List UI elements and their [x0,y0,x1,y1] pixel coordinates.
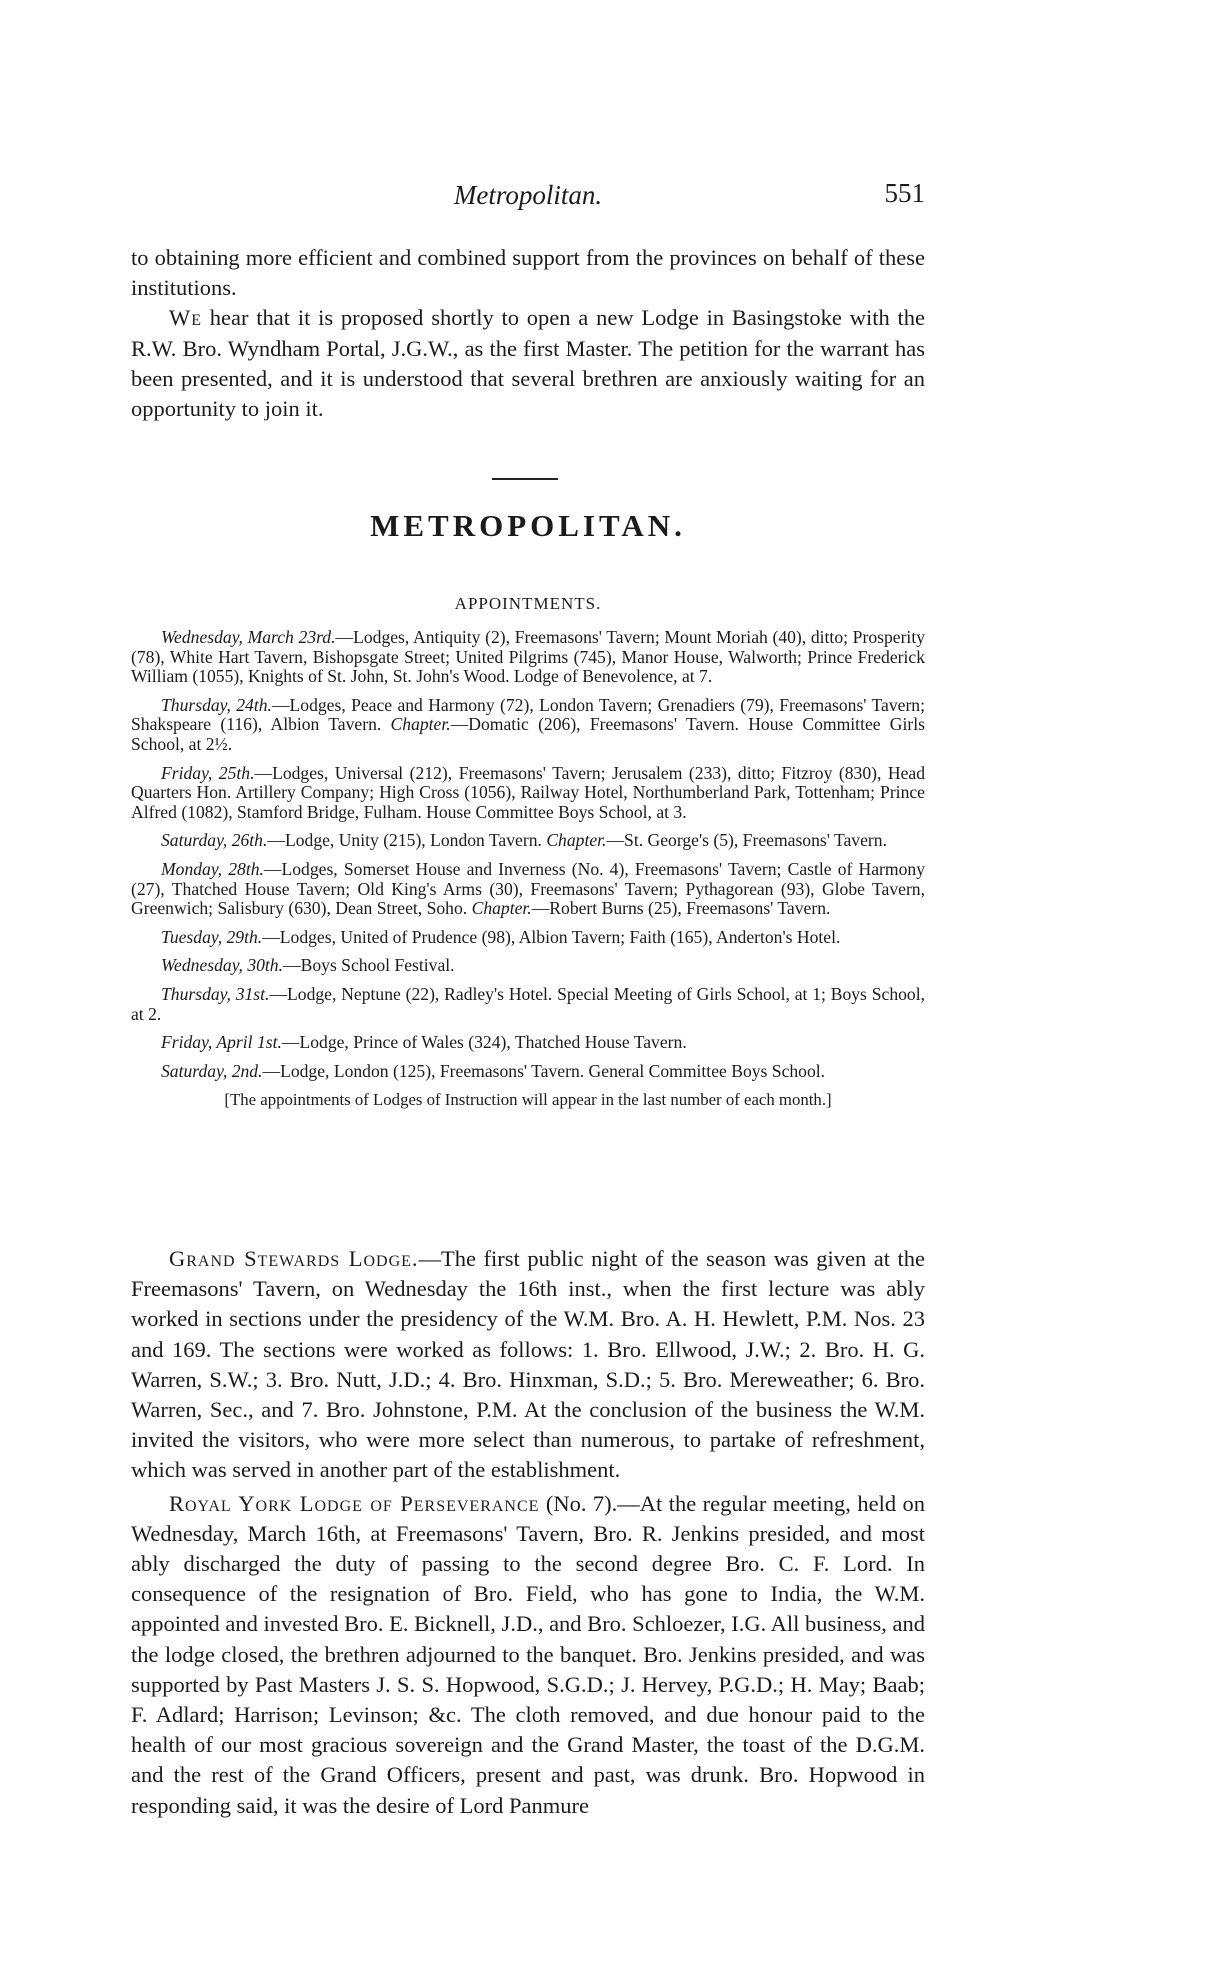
appointment-entry [131,628,925,687]
appointment-entry [131,696,925,755]
appointment-entry [131,764,925,823]
section-divider [492,478,558,480]
appointment-entry [131,860,925,919]
appointment-text: —Lodges, United of Prudence (98), Albion Tavern; Faith (165), Anderton's Hotel. [262,926,841,947]
appointment-date: Saturday, 2nd. [161,1060,263,1081]
appointment-date: Wednesday, March 23rd. [161,627,336,647]
appointment-date: Saturday, 26th. [161,830,268,851]
appointment-entry [131,831,925,851]
chapter-text: —St. George's (5), Freemasons' Tavern. [606,830,887,851]
appointment-entry [131,956,925,976]
appointments-list [131,628,925,1110]
appointment-text: —Lodge, Prince of Wales (324), Thatched House Tavern. [281,1032,687,1053]
chapter-text: —Robert Burns (25), Freemasons' Tavern. [531,898,831,919]
running-head [131,176,925,216]
intro-paragraph-basingstoke [131,303,925,424]
page-number: 551 [884,178,925,208]
instruction-note: [The appointments of Lodges of Instruction will appear in the last number of each month.] [224,1090,832,1110]
appointment-date: Thursday, 24th. [161,694,272,715]
chapter-text: —Domatic (206), Freemasons' Tavern. House Committee Girls School, at 2½. [131,714,925,754]
running-title: Metropolitan. [453,180,603,210]
appointment-text: —Lodges, Universal (212), Freemasons' Tavern; Jerusalem (233), ditto; Fitzroy (830), Head Quarters Hon. Artillery Company; High Cross (1056), Railway Hotel, Northumberland Park, Tottenham; Prince Alfred (1082), Stamford Bridge, Fulham. House Committee Boys School, at 3. [131,762,926,822]
appointment-entry [131,1033,925,1053]
appointment-date: Friday, 25th. [161,762,255,783]
appointment-date: Friday, April 1st. [161,1032,282,1053]
chapter-label: Chapter. [390,714,451,735]
grand-stewards-report [131,1244,925,1486]
reports-column [131,1244,925,1821]
appointment-text: —Lodge, Unity (215), London Tavern. [267,830,542,851]
royal-york-report [131,1489,925,1821]
report-body: —The first public night of the season was given at the Freemasons' Tavern, on Wednesday the 16th inst., when the first lecture was ably worked in sections under the presidency of the W.M. Bro. A. H. Hewlett, P.M. Nos. 23 and 169. The sections were worked as follows: 1. Bro. Ellwood, J.W.; 2. Bro. H. G. Warren, S.W.; 3. Bro. Nutt, J.D.; 4. Bro. Hinxman, S.D.; 5. Bro. Mereweather; 6. Bro. Warren, Sec., and 7. Bro. Johnstone, P.M. At the conclusion of the business the W.M. invited the visitors, who were more select than numerous, to partake of refreshment, which was served in another part of the establishment. [131,1246,925,1483]
appointment-entry [131,928,925,948]
appointment-text: —Lodge, London (125), Freemasons' Tavern. General Committee Boys School. [262,1060,826,1081]
report-body: (No. 7).—At the regular meeting, held on Wednesday, March 16th, at Freemasons' Tavern, Bro. R. Jenkins presided, and most ably discharged the duty of passing to the second degree Bro. C. F. Lord. In consequence of the resignation of Bro. Field, who has gone to India, the W.M. appointed and invested Bro. E. Bicknell, J.D., and Bro. Schloezer, I.G. All business, and the lodge closed, the brethren adjourned to the banquet. Bro. Jenkins presided, and was supported by Past Masters J. S. S. Hopwood, S.G.D.; J. Hervey, P.G.D.; H. May; Baab; F. Adlard; Harrison; Levinson; &c. The cloth removed, and due honour paid to the health of our most gracious sovereign and the Grand Master, the toast of the D.G.M. and the rest of the Grand Officers, present and past, was drunk. Bro. Hopwood in responding said, it was the desire of Lord Panmure [131,1490,926,1818]
chapter-label: Chapter. [471,898,532,919]
paragraph-body: hear that it is proposed shortly to open a new Lodge in Basingstoke with the R.W. Bro. Wyndham Portal, J.G.W., as the first Master. The petition for the warrant has been presented, and it is understood that several brethren are anxiously waiting for an opportunity to join it. [131,305,925,422]
intro-column [131,243,925,424]
appointment-text: —Lodges, Somerset House and Inverness (No. 4), Freemasons' Tavern; Castle of Harmony (27), Thatched House Tavern; Old King's Arms (30), Freemasons' Tavern; Pythagorean (93), Globe Tavern, Greenwich; Salisbury (630), Dean Street, Soho. [131,858,925,919]
report-lead: Grand Stewards Lodge. [169,1246,419,1271]
appointment-date: Thursday, 31st. [161,983,270,1004]
appointment-text: —Lodges, Antiquity (2), Freemasons' Tavern; Mount Moriah (40), ditto; Prosperity (78), White Hart Tavern, Bishopsgate Street; United Pilgrims (745), Manor House, Walworth; Prince Frederick William (1055), Knights of St. John, St. John's Wood. Lodge of Benevolence, at 7. [131,627,925,687]
paragraph-lead-word: We [169,305,203,331]
section-title: METROPOLITAN. [370,508,686,543]
appointment-date: Monday, 28th. [161,858,264,879]
appointment-date: Tuesday, 29th. [161,926,263,947]
appointment-date: Wednesday, 30th. [161,955,284,976]
appointment-text: —Boys School Festival. [283,955,455,976]
intro-paragraph-continued: to obtaining more efficient and combined support from the provinces on behalf of these institutions. [131,245,925,301]
appointment-entry [131,985,925,1024]
appointments-heading: APPOINTMENTS. [454,594,602,613]
chapter-label: Chapter. [546,830,607,851]
appointment-text: —Lodge, Neptune (22), Radley's Hotel. Special Meeting of Girls School, at 1; Boys School, at 2. [131,983,925,1024]
report-lead: Royal York Lodge of Perseverance [169,1490,540,1516]
appointment-text: —Lodges, Peace and Harmony (72), London Tavern; Grenadiers (79), Freemasons' Tavern; Shakspeare (116), Albion Tavern. [131,694,925,735]
appointment-entry [131,1062,925,1082]
